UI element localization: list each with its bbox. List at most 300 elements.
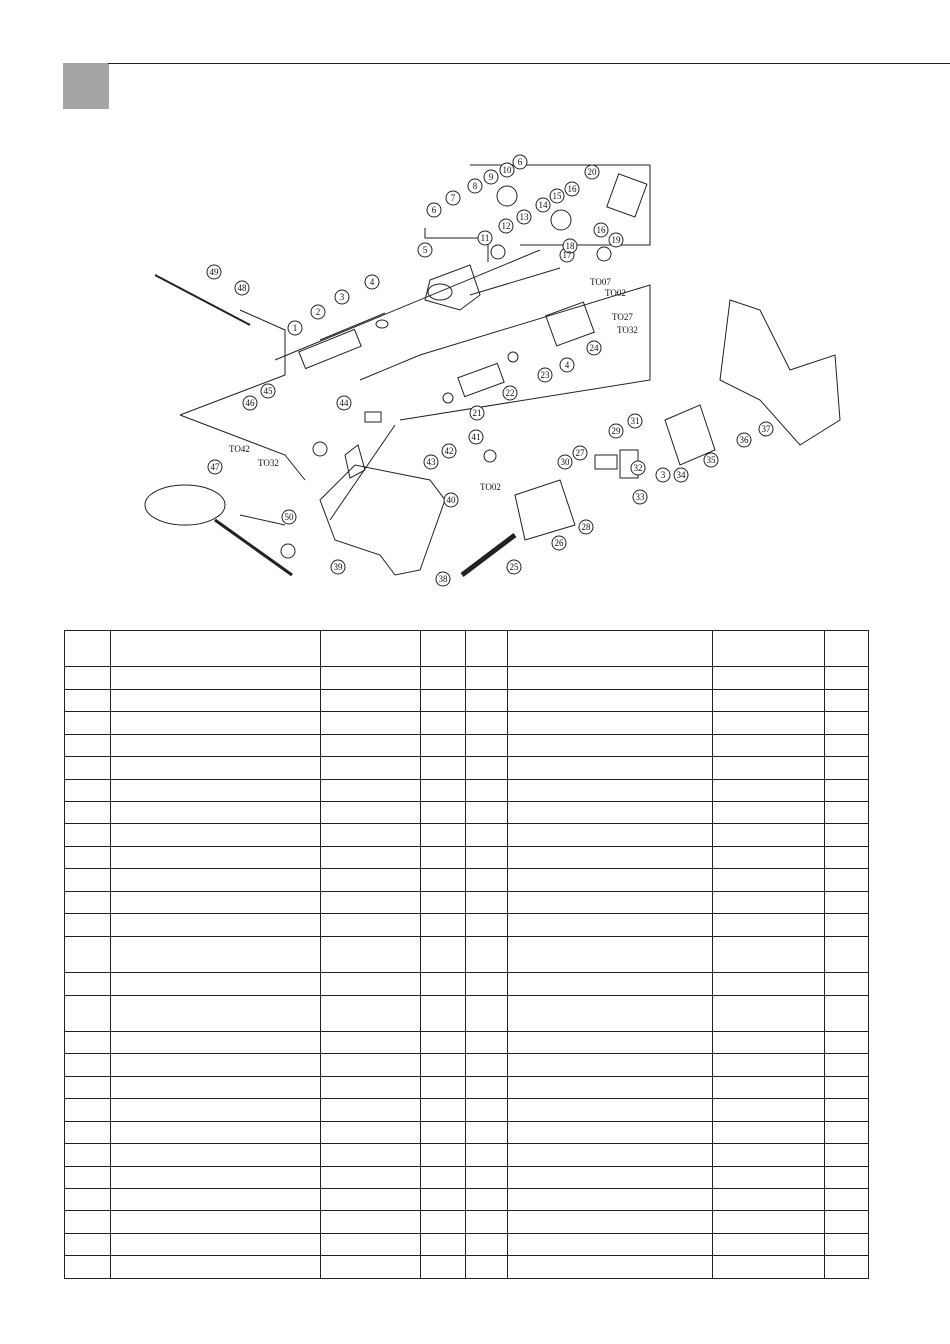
table-cell xyxy=(508,667,713,689)
table-cell xyxy=(421,995,466,1031)
callout-label: 36 xyxy=(739,435,749,445)
table-row xyxy=(65,1121,869,1143)
callout-label: 1 xyxy=(292,323,298,333)
table-row xyxy=(65,1076,869,1098)
callout-label: 18 xyxy=(565,241,575,251)
table-cell xyxy=(321,824,421,846)
table-row xyxy=(65,667,869,689)
table-cell xyxy=(508,1121,713,1143)
callout-label: 31 xyxy=(630,416,640,426)
callout-label: 28 xyxy=(581,522,591,532)
table-cell xyxy=(825,869,869,891)
table-cell xyxy=(825,891,869,913)
table-cell xyxy=(321,1099,421,1121)
table-row xyxy=(65,734,869,756)
table-cell xyxy=(421,734,466,756)
callout-label: 50 xyxy=(284,512,294,522)
table-cell xyxy=(111,995,321,1031)
bearing-23 xyxy=(508,352,518,362)
callout-label: 16 xyxy=(567,184,577,194)
table-cell xyxy=(508,1076,713,1098)
table-cell xyxy=(321,631,421,667)
table-cell xyxy=(713,936,825,972)
table-cell xyxy=(321,779,421,801)
table-cell xyxy=(111,914,321,936)
table-row xyxy=(65,779,869,801)
table-row xyxy=(65,995,869,1031)
table-cell xyxy=(421,891,466,913)
table-cell xyxy=(466,1144,508,1166)
table-cell xyxy=(508,779,713,801)
table-cell xyxy=(825,1233,869,1255)
switch-30 xyxy=(595,455,617,469)
table-cell xyxy=(321,914,421,936)
callout-label: 39 xyxy=(333,562,343,572)
table-cell xyxy=(65,712,111,734)
table-row xyxy=(65,1144,869,1166)
table-cell xyxy=(466,1099,508,1121)
table-cell xyxy=(65,1256,111,1279)
table-cell xyxy=(111,1166,321,1188)
table-cell xyxy=(65,1211,111,1233)
table-cell xyxy=(508,936,713,972)
callout-label: 2 xyxy=(315,307,321,317)
table-cell xyxy=(508,1144,713,1166)
wire-code-label: TO27 xyxy=(612,312,633,322)
table-cell xyxy=(466,734,508,756)
callout-label: 24 xyxy=(589,343,599,353)
rear-handle-36 xyxy=(720,300,840,445)
cover-plate-20 xyxy=(607,174,647,217)
callout-label: 8 xyxy=(472,181,478,191)
callout-label: 15 xyxy=(552,191,562,201)
table-cell xyxy=(421,914,466,936)
spindle-shaft xyxy=(299,329,361,368)
table-cell xyxy=(508,757,713,779)
table-cell xyxy=(111,734,321,756)
callout-label: 43 xyxy=(426,457,436,467)
table-cell xyxy=(713,824,825,846)
wire-code-label: TO42 xyxy=(229,444,250,454)
spindle-rod xyxy=(320,313,385,340)
callout-label: 12 xyxy=(501,221,511,231)
table-cell xyxy=(321,936,421,972)
bracket-line xyxy=(275,250,540,360)
table-cell xyxy=(508,1054,713,1076)
table-row xyxy=(65,757,869,779)
table-cell xyxy=(825,824,869,846)
table-cell xyxy=(825,1256,869,1279)
table-cell xyxy=(713,689,825,711)
front-handle-37 xyxy=(320,465,445,575)
table-cell xyxy=(421,1188,466,1210)
callout-label: 35 xyxy=(706,455,716,465)
table-cell xyxy=(111,846,321,868)
table-cell xyxy=(825,631,869,667)
table-cell xyxy=(321,995,421,1031)
table-cell xyxy=(713,802,825,824)
callout-label: 34 xyxy=(676,470,686,480)
table-cell xyxy=(321,891,421,913)
table-cell xyxy=(713,1144,825,1166)
table-cell xyxy=(421,1144,466,1166)
table-cell xyxy=(111,869,321,891)
bracket-line xyxy=(360,285,650,420)
table-row xyxy=(65,869,869,891)
table-cell xyxy=(421,757,466,779)
table-cell xyxy=(825,667,869,689)
table-cell xyxy=(713,712,825,734)
table-cell xyxy=(421,712,466,734)
gear-9 xyxy=(497,186,517,206)
table-cell xyxy=(713,1211,825,1233)
table-cell xyxy=(111,1076,321,1098)
table-cell xyxy=(111,631,321,667)
callout-label: 6 xyxy=(431,205,437,215)
callout-label: 26 xyxy=(554,538,564,548)
table-cell xyxy=(321,712,421,734)
callout-label: 11 xyxy=(480,233,490,243)
table-cell xyxy=(421,1054,466,1076)
table-row xyxy=(65,802,869,824)
table-row xyxy=(65,1031,869,1053)
table-cell xyxy=(466,1031,508,1053)
table-row xyxy=(65,1166,869,1188)
callout-label: 32 xyxy=(633,463,643,473)
exploded-parts-diagram xyxy=(0,0,950,620)
callout-label: 42 xyxy=(444,446,454,456)
table-cell xyxy=(466,802,508,824)
table-cell xyxy=(825,1054,869,1076)
table-cell xyxy=(825,1166,869,1188)
table-row xyxy=(65,689,869,711)
table-cell xyxy=(713,1166,825,1188)
table-cell xyxy=(421,1121,466,1143)
table-cell xyxy=(508,734,713,756)
table-cell xyxy=(321,869,421,891)
table-row xyxy=(65,914,869,936)
table-row xyxy=(65,631,869,667)
table-cell xyxy=(466,712,508,734)
table-cell xyxy=(713,757,825,779)
table-cell xyxy=(65,667,111,689)
callout-label: 9 xyxy=(488,172,494,182)
table-row xyxy=(65,1188,869,1210)
table-cell xyxy=(713,631,825,667)
bearing-19 xyxy=(597,247,611,261)
callout-label: 10 xyxy=(502,165,512,175)
table-cell xyxy=(421,667,466,689)
power-cord-48 xyxy=(155,275,250,325)
table-cell xyxy=(508,1166,713,1188)
table-cell xyxy=(111,1099,321,1121)
table-cell xyxy=(65,914,111,936)
table-cell xyxy=(111,689,321,711)
table-cell xyxy=(421,779,466,801)
table-cell xyxy=(713,1188,825,1210)
table-cell xyxy=(508,1188,713,1210)
table-cell xyxy=(713,846,825,868)
table-cell xyxy=(713,1256,825,1279)
wire-code-label: TO07 xyxy=(590,277,611,287)
table-cell xyxy=(421,1256,466,1279)
table-cell xyxy=(508,689,713,711)
table-cell xyxy=(466,667,508,689)
callout-label: 4 xyxy=(564,360,570,370)
table-cell xyxy=(508,824,713,846)
table-cell xyxy=(825,802,869,824)
table-cell xyxy=(713,973,825,995)
paddle-shaft xyxy=(215,520,292,575)
table-cell xyxy=(825,734,869,756)
table-cell xyxy=(65,631,111,667)
table-cell xyxy=(421,689,466,711)
table-cell xyxy=(825,1144,869,1166)
table-cell xyxy=(111,1054,321,1076)
bracket-line xyxy=(422,228,488,262)
table-row xyxy=(65,891,869,913)
table-row xyxy=(65,846,869,868)
table-cell xyxy=(508,973,713,995)
table-cell xyxy=(65,1031,111,1053)
table-cell xyxy=(111,1121,321,1143)
callout-label: 33 xyxy=(635,492,645,502)
bracket-line xyxy=(330,425,395,520)
table-cell xyxy=(111,1144,321,1166)
capacitor-43 xyxy=(365,412,381,422)
table-cell xyxy=(421,824,466,846)
table-cell xyxy=(825,914,869,936)
table-row xyxy=(65,1054,869,1076)
table-cell xyxy=(321,1166,421,1188)
washer xyxy=(376,320,388,328)
table-cell xyxy=(111,891,321,913)
table-cell xyxy=(713,914,825,936)
table-cell xyxy=(825,1099,869,1121)
stator-24 xyxy=(546,302,595,346)
callout-label: 22 xyxy=(505,388,515,398)
bracket-line xyxy=(180,310,285,415)
table-cell xyxy=(508,631,713,667)
callout-label: 41 xyxy=(471,432,481,442)
table-cell xyxy=(65,973,111,995)
bearing-21 xyxy=(443,393,453,403)
callout-label: 4 xyxy=(369,277,375,287)
callout-label: 14 xyxy=(538,200,548,210)
table-cell xyxy=(111,824,321,846)
table-cell xyxy=(65,1233,111,1255)
table-cell xyxy=(321,667,421,689)
table-cell xyxy=(508,1233,713,1255)
table-cell xyxy=(65,846,111,868)
callout-label: 46 xyxy=(245,398,255,408)
table-cell xyxy=(825,995,869,1031)
callout-label: 21 xyxy=(472,408,482,418)
table-row xyxy=(65,824,869,846)
callout-label: 37 xyxy=(761,424,771,434)
callout-label: 48 xyxy=(237,283,247,293)
table-cell xyxy=(421,869,466,891)
callout-label: 27 xyxy=(575,448,585,458)
table-cell xyxy=(111,779,321,801)
table-cell xyxy=(321,1054,421,1076)
table-cell xyxy=(111,757,321,779)
table-cell xyxy=(111,1031,321,1053)
table-cell xyxy=(111,1233,321,1255)
callout-label: 16 xyxy=(596,225,606,235)
table-cell xyxy=(321,734,421,756)
table-cell xyxy=(713,891,825,913)
table-cell xyxy=(713,779,825,801)
knob-40 xyxy=(484,450,496,462)
armature-22 xyxy=(458,363,504,396)
table-cell xyxy=(111,667,321,689)
table-cell xyxy=(466,936,508,972)
table-cell xyxy=(65,757,111,779)
table-cell xyxy=(713,1076,825,1098)
callout-label: 30 xyxy=(560,457,570,467)
table-cell xyxy=(508,1031,713,1053)
table-cell xyxy=(111,973,321,995)
table-cell xyxy=(713,734,825,756)
callout-label: 47 xyxy=(210,462,220,472)
table-cell xyxy=(825,1188,869,1210)
table-cell xyxy=(508,802,713,824)
table-cell xyxy=(825,936,869,972)
table-cell xyxy=(321,757,421,779)
table-row xyxy=(65,1256,869,1279)
callout-label: 5 xyxy=(422,245,428,255)
callout-label: 3 xyxy=(660,470,666,480)
table-cell xyxy=(466,757,508,779)
table-cell xyxy=(321,1211,421,1233)
table-cell xyxy=(466,631,508,667)
table-cell xyxy=(321,1256,421,1279)
table-cell xyxy=(65,995,111,1031)
table-cell xyxy=(111,936,321,972)
table-cell xyxy=(421,1166,466,1188)
table-cell xyxy=(466,1076,508,1098)
table-cell xyxy=(825,1076,869,1098)
table-cell xyxy=(466,914,508,936)
table-cell xyxy=(321,802,421,824)
mixing-paddle-50 xyxy=(145,485,225,525)
callout-label: 7 xyxy=(450,193,456,203)
table-cell xyxy=(466,779,508,801)
table-cell xyxy=(713,1121,825,1143)
table-cell xyxy=(65,734,111,756)
table-cell xyxy=(508,995,713,1031)
table-cell xyxy=(65,824,111,846)
table-row xyxy=(65,1211,869,1233)
table-cell xyxy=(111,712,321,734)
table-cell xyxy=(65,936,111,972)
table-cell xyxy=(421,1099,466,1121)
table-cell xyxy=(825,712,869,734)
gear-14 xyxy=(551,210,571,230)
gear-housing xyxy=(425,265,480,310)
callout-label: 29 xyxy=(611,426,621,436)
table-cell xyxy=(466,1054,508,1076)
table-cell xyxy=(713,1233,825,1255)
callout-label: 44 xyxy=(339,398,349,408)
table-cell xyxy=(825,1211,869,1233)
bearing-11 xyxy=(491,245,505,259)
table-cell xyxy=(466,846,508,868)
callout-label: 6 xyxy=(517,157,523,167)
table-cell xyxy=(65,1166,111,1188)
table-cell xyxy=(508,712,713,734)
table-cell xyxy=(321,1233,421,1255)
table-cell xyxy=(421,802,466,824)
table-cell xyxy=(65,1188,111,1210)
table-cell xyxy=(508,914,713,936)
table-cell xyxy=(466,689,508,711)
table-cell xyxy=(825,757,869,779)
table-cell xyxy=(421,973,466,995)
table-cell xyxy=(421,1233,466,1255)
table-cell xyxy=(65,802,111,824)
table-cell xyxy=(508,846,713,868)
table-cell xyxy=(65,689,111,711)
table-cell xyxy=(321,1144,421,1166)
table-cell xyxy=(321,1188,421,1210)
callout-label: 38 xyxy=(438,574,448,584)
table-cell xyxy=(65,869,111,891)
callout-label: 13 xyxy=(519,212,529,222)
table-row xyxy=(65,936,869,972)
table-cell xyxy=(65,779,111,801)
table-cell xyxy=(825,973,869,995)
table-cell xyxy=(713,995,825,1031)
table-cell xyxy=(421,631,466,667)
table-cell xyxy=(65,891,111,913)
table-cell xyxy=(466,995,508,1031)
table-cell xyxy=(421,1031,466,1053)
callout-label: 20 xyxy=(587,167,597,177)
table-cell xyxy=(508,1211,713,1233)
table-cell xyxy=(111,1256,321,1279)
table-cell xyxy=(713,1099,825,1121)
table-cell xyxy=(508,891,713,913)
table-cell xyxy=(321,1076,421,1098)
motor-housing-26 xyxy=(515,480,575,540)
callout-label: 19 xyxy=(611,235,621,245)
callout-label: 49 xyxy=(209,267,219,277)
table-cell xyxy=(713,1054,825,1076)
wire-code-label: TO32 xyxy=(617,325,638,335)
callout-label: 23 xyxy=(540,370,550,380)
table-cell xyxy=(466,869,508,891)
table-cell xyxy=(466,1256,508,1279)
table-cell xyxy=(321,1121,421,1143)
table-cell xyxy=(508,1099,713,1121)
table-cell xyxy=(111,1188,321,1210)
wire-code-label: TO02 xyxy=(480,482,501,492)
table-row xyxy=(65,1099,869,1121)
callout-label: 17 xyxy=(562,250,572,260)
table-cell xyxy=(466,1211,508,1233)
table-cell xyxy=(466,1188,508,1210)
table-cell xyxy=(508,1256,713,1279)
table-cell xyxy=(421,936,466,972)
table-cell xyxy=(321,1031,421,1053)
table-cell xyxy=(825,846,869,868)
table-cell xyxy=(825,779,869,801)
table-cell xyxy=(825,1121,869,1143)
table-row xyxy=(65,712,869,734)
callout-label: 40 xyxy=(446,495,456,505)
